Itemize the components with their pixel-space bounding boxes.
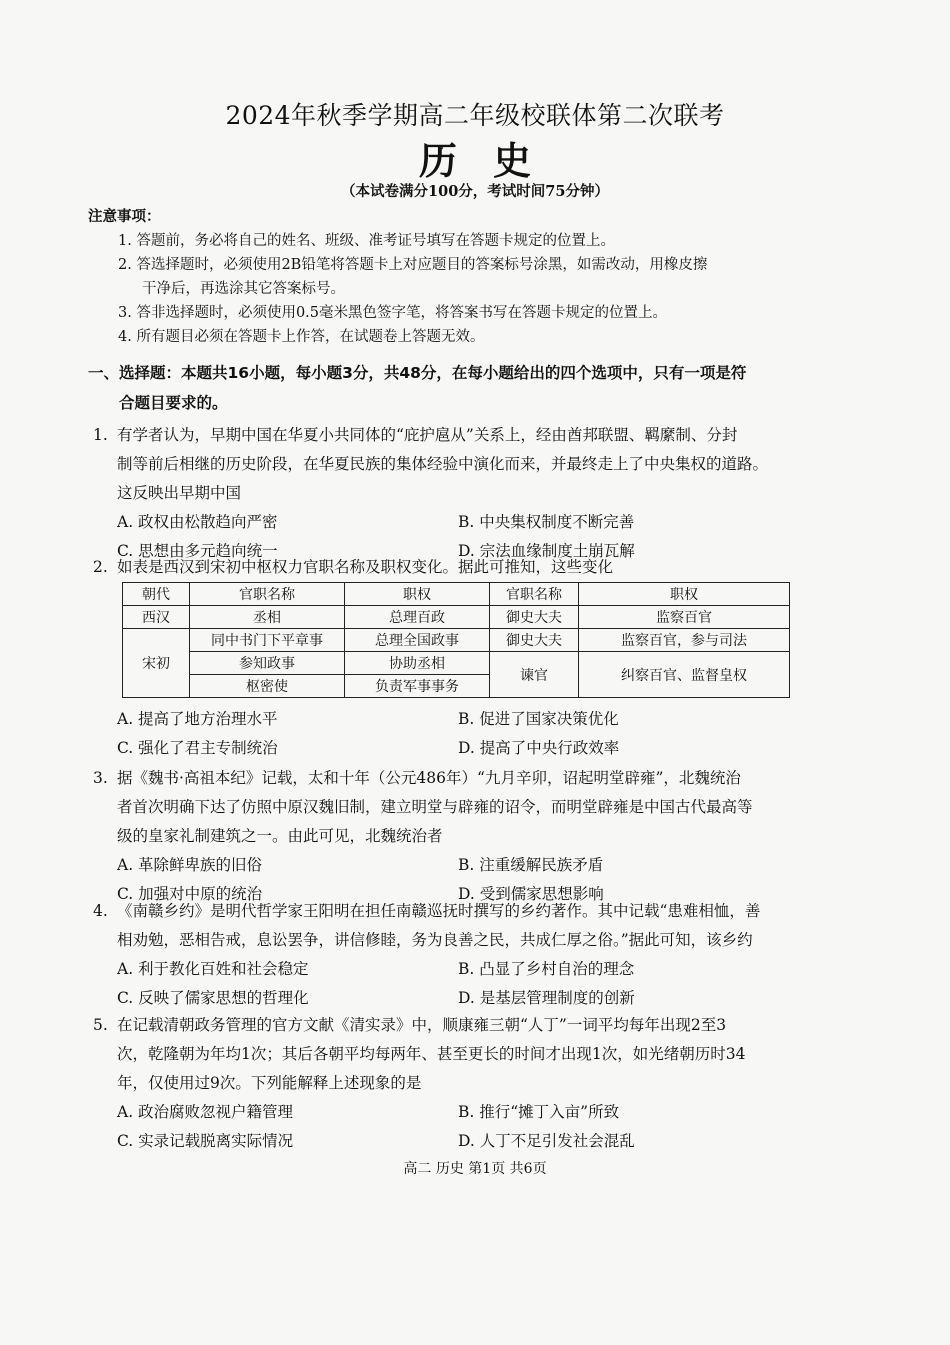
option-a: A. 政治腐败忽视户籍管理	[117, 1103, 294, 1121]
question-text: 有学者认为，早期中国在华夏小共同体的“庇护扈从”关系上，经由酋邦联盟、羁縻制、分封	[117, 426, 738, 444]
table-cell: 总理百政	[345, 606, 490, 629]
notice-item: 3. 答非选择题时，必须使用0.5毫米黑色签字笔，将答案书写在答题卡规定的位置上。	[118, 305, 668, 321]
table-header: 职权	[579, 583, 790, 606]
question-text: 者首次明确下达了仿照中原汉魏旧制，建立明堂与辟雍的诏令，而明堂辟雍是中国古代最高等	[117, 798, 753, 816]
question-number: 5.	[93, 1016, 108, 1034]
option-b: B. 推行“摊丁入亩”所致	[458, 1103, 620, 1121]
notice-heading: 注意事项：	[88, 208, 161, 225]
question-4	[93, 897, 833, 1013]
section-heading	[88, 358, 848, 418]
notice-item-continued: 干净后，再选涂其它答案标号。	[142, 281, 345, 297]
notice-item: 4. 所有题目必须在答题卡上作答，在试题卷上答题无效。	[118, 329, 485, 345]
question-text: 据《魏书·高祖本纪》记载，太和十年（公元486年）“九月辛卯，诏起明堂辟雍”，北魏统治	[117, 769, 741, 787]
question-2	[93, 553, 833, 582]
table-row	[123, 629, 790, 652]
table-header: 朝代	[123, 583, 190, 606]
question-1	[93, 421, 833, 566]
question-text: 如表是西汉到宋初中枢权力官职名称及职权变化。据此可推知，这些变化	[117, 558, 614, 576]
page-footer: 高二 历史 第1页 共6页	[403, 1161, 547, 1177]
option-c: C. 思想由多元趋向统一	[117, 542, 278, 560]
section-line: 一、选择题：本题共16小题，每小题3分，共48分，在每小题给出的四个选项中，只有一项是符	[88, 364, 747, 382]
table-cell: 负责军事事务	[345, 675, 490, 698]
option-d: D. 是基层管理制度的创新	[458, 989, 635, 1007]
table-cell: 监察百官	[579, 606, 790, 629]
question-text: 在记载清朝政务管理的官方文献《清实录》中，顺康雍三朝“人丁”一词平均每年出现2至3	[117, 1016, 727, 1034]
office-table	[122, 582, 790, 698]
question-text: 相劝勉，恶相告戒，息讼罢争，讲信修睦，务为良善之民，共成仁厚之俗。”据此可知，该乡约	[117, 931, 753, 949]
option-c: C. 反映了儒家思想的哲理化	[117, 989, 309, 1007]
option-b: B. 中央集权制度不断完善	[458, 513, 635, 531]
option-b: B. 促进了国家决策优化	[458, 710, 619, 728]
question-text: 这反映出早期中国	[117, 484, 242, 502]
option-d: D. 宗法血缘制度土崩瓦解	[458, 542, 635, 560]
table-row	[123, 606, 790, 629]
option-a: A. 利于教化百姓和社会稳定	[117, 960, 309, 978]
section-line: 合题目要求的。	[119, 394, 228, 412]
question-number: 2.	[93, 558, 108, 576]
table-cell: 总理全国政事	[345, 629, 490, 652]
table-cell: 监察百官，参与司法	[579, 629, 790, 652]
option-b: B. 凸显了乡村自治的理念	[458, 960, 635, 978]
question-3	[93, 764, 833, 909]
question-text: 《南赣乡约》是明代哲学家王阳明在担任南赣巡抚时撰写的乡约著作。其中记载“患难相恤，善	[117, 902, 761, 920]
score-note: （本试卷满分100分，考试时间75分钟）	[341, 183, 609, 200]
question-text: 制等前后相继的历史阶段，在华夏民族的集体经验中演化而来，并最终走上了中央集权的道路。	[117, 455, 769, 473]
table-cell: 参知政事	[190, 652, 345, 675]
question-number: 1.	[93, 426, 108, 444]
question-text: 级的皇家礼制建筑之一。由此可见，北魏统治者	[117, 827, 443, 845]
table-cell: 西汉	[123, 606, 190, 629]
question-number: 3.	[93, 769, 108, 787]
question-5	[93, 1011, 833, 1156]
table-header-row	[123, 583, 790, 606]
options	[93, 1098, 833, 1156]
table-header: 职权	[345, 583, 490, 606]
notice-item: 1. 答题前，务必将自己的姓名、班级、准考证号填写在答题卡规定的位置上。	[118, 233, 615, 249]
option-a: A. 提高了地方治理水平	[117, 710, 278, 728]
option-d: D. 人丁不足引发社会混乱	[458, 1132, 635, 1150]
option-c: C. 加强对中原的统治	[117, 885, 263, 903]
table-cell: 御史大夫	[490, 629, 579, 652]
table-cell: 枢密使	[190, 675, 345, 698]
table-row	[123, 652, 790, 675]
option-d: D. 受到儒家思想影响	[458, 885, 604, 903]
options	[93, 705, 833, 763]
table-header: 官职名称	[490, 583, 579, 606]
table-cell: 谏官	[490, 652, 579, 698]
table-header: 官职名称	[190, 583, 345, 606]
table-cell: 协助丞相	[345, 652, 490, 675]
table-cell: 丞相	[190, 606, 345, 629]
question-text: 次，乾隆朝为年均1次；其后各朝平均每两年、甚至更长的时间才出现1次，如光绪朝历时34	[117, 1045, 746, 1063]
option-b: B. 注重缓解民族矛盾	[458, 856, 604, 874]
option-c: C. 强化了君主专制统治	[117, 739, 278, 757]
question-number: 4.	[93, 902, 108, 920]
question-text: 年，仅使用过9次。下列能解释上述现象的是	[117, 1074, 422, 1092]
question-2-options	[93, 705, 833, 763]
option-a: A. 革除鲜卑族的旧俗	[117, 856, 263, 874]
option-c: C. 实录记载脱离实际情况	[117, 1132, 294, 1150]
table-cell: 宋初	[123, 629, 190, 698]
table-cell: 纠察百官、监督皇权	[579, 652, 790, 698]
option-a: A. 政权由松散趋向严密	[117, 513, 278, 531]
notice-block	[88, 205, 848, 349]
notice-item: 2. 答选择题时，必须使用2B铅笔将答题卡上对应题目的答案标号涂黑，如需改动，用橡皮擦	[118, 257, 708, 273]
table-cell: 同中书门下平章事	[190, 629, 345, 652]
table-cell: 御史大夫	[490, 606, 579, 629]
exam-title: 2024年秋季学期高二年级校联体第二次联考	[225, 101, 725, 130]
option-d: D. 提高了中央行政效率	[458, 739, 620, 757]
options	[93, 955, 833, 1013]
exam-subject: 历史	[418, 138, 567, 183]
